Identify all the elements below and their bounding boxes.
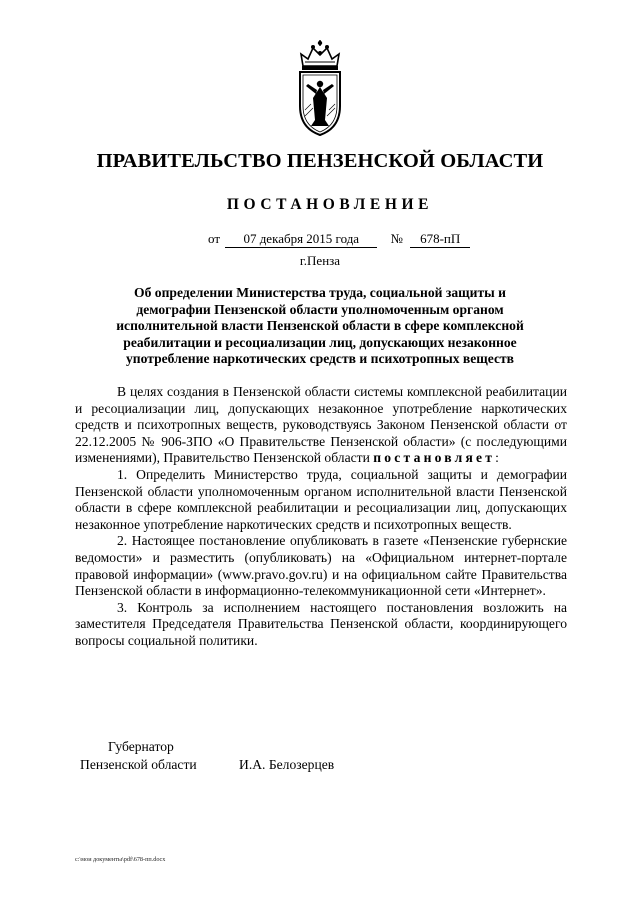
file-path-footer: c:\мои документы\pdf\678-пп.docx bbox=[75, 856, 166, 863]
item-2: 2. Настоящее постановление опубликовать в газете «Пензенские губернские ведомости» и разместить (опубликовать) на «Официальном интернет-портале правовой информации» (www.pravo.gov.ru) и на официальном сайте Правительства Пензенской области в информационно-телекоммуникационной сети «Интернет». bbox=[75, 533, 567, 599]
signatory-name: И.А. Белозерцев bbox=[239, 757, 335, 772]
coat-of-arms-icon bbox=[291, 40, 349, 138]
number-sign: № bbox=[390, 231, 403, 246]
resolves-word: постановляет bbox=[373, 450, 496, 466]
document-number: 678-пП bbox=[410, 231, 470, 248]
date-prefix: от bbox=[208, 231, 221, 246]
document-type: ПОСТАНОВЛЕНИЕ bbox=[226, 196, 434, 213]
city: г.Пенза bbox=[299, 253, 341, 268]
date-number-line bbox=[208, 231, 470, 248]
item-1: 1. Определить Министерство труда, социальной защиты и демографии Пензенской области уполномоченным органом исполнительной власти Пензенской области в сфере комплексной реабилитации и ресоциализации лиц, допускающих незаконное употребление наркотических средств и психотропных веществ. bbox=[75, 466, 567, 532]
organization-title: ПРАВИТЕЛЬСТВО ПЕНЗЕНСКОЙ ОБЛАСТИ bbox=[96, 150, 544, 172]
document-body bbox=[75, 384, 567, 650]
document-date: 07 декабря 2015 года bbox=[225, 231, 377, 248]
signature-title-line1: Губернатор bbox=[108, 739, 174, 754]
preamble-paragraph bbox=[75, 384, 567, 467]
document-subject: Об определении Министерства труда, социальной защиты и демографии Пензенской области уполномоченным органом исполнительной власти Пензенской области в сфере комплексной реабилитации и ресоциализации лиц, допускающих незаконное употребление наркотических средств и психотропных веществ bbox=[116, 285, 524, 367]
item-3: 3. Контроль за исполнением настоящего постановления возложить на заместителя Председателя Правительства Пензенской области, координирующего вопросы социальной политики. bbox=[75, 599, 567, 648]
resolves-colon: : bbox=[495, 450, 499, 466]
signature-title-line2: Пензенской области bbox=[80, 757, 197, 772]
preamble-text: В целях создания в Пензенской области системы комплексной реабилитации и ресоциализации лиц, допускающих незаконное употребление наркотических средств и психотропных веществ, руководствуясь Законом Пензенской области от 22.12.2005 № 906-ЗПО «О Правительстве Пензенской области» (с последующими изменениями), Правительство Пензенской области bbox=[75, 384, 567, 466]
